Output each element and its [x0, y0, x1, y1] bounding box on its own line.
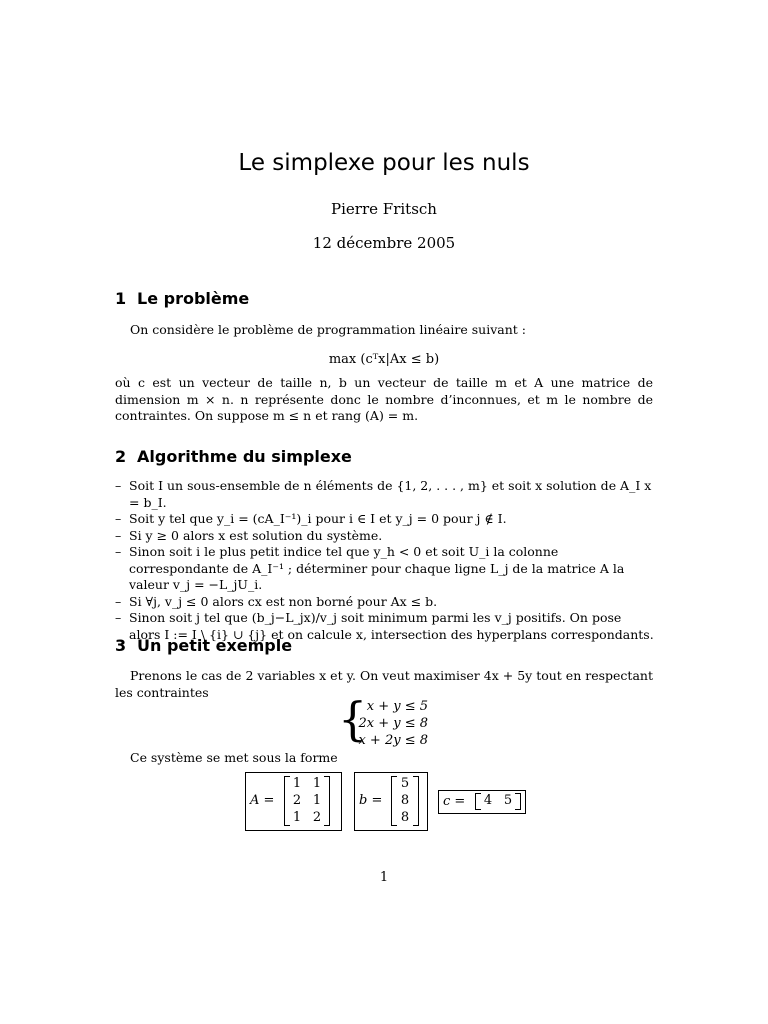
section-title: Le problème: [137, 289, 250, 308]
list-item: – Sinon soit i le plus petit indice tel que y_h < 0 et soit U_i la colonne correspondante de A_I⁻¹ ; déterminer pour chaque ligne L_j de la matrice A la valeur v_j = −L_jU_i.: [115, 544, 655, 594]
constraint: 2x + y ≤ 8: [358, 716, 428, 731]
page-number: 1: [379, 870, 389, 885]
matrix-cell: 1: [292, 776, 302, 791]
date: 12 décembre 2005: [312, 234, 456, 252]
s3-form-text: Ce système se met sous la forme: [130, 750, 338, 765]
list-item: – Si ∀j, v_j ≤ 0 alors cx est non borné pour Ax ≤ b.: [115, 594, 655, 611]
constraint: x + 2y ≤ 8: [358, 733, 428, 748]
algorithm-list: [115, 478, 655, 643]
vector-cell: 5: [503, 793, 513, 808]
vector-cell: 4: [483, 793, 493, 808]
vector-b-box: [354, 772, 428, 831]
matrix-label: A =: [250, 793, 275, 808]
vector-label: b =: [359, 793, 383, 808]
list-item: – Soit y tel que y_i = (cA_I⁻¹)_i pour i ∈ I et y_j = 0 pour j ∉ I.: [115, 511, 655, 528]
constraint: x + y ≤ 5: [366, 699, 428, 714]
list-item: – Si y ≥ 0 alors x est solution du système.: [115, 528, 655, 545]
list-item: – Soit I un sous-ensemble de n éléments de {1, 2, . . . , m} et soit x solution de A_I x = b_I.: [115, 478, 655, 511]
matrix-cell: 1: [312, 793, 322, 808]
matrix-cell: 2: [312, 810, 322, 825]
vector-cell: 8: [400, 810, 410, 825]
paper-title: Le simplexe pour les nuls: [238, 150, 530, 176]
matrix-cell: 1: [312, 776, 322, 791]
section-number: 3: [115, 636, 127, 655]
s1-text: où c est un vecteur de taille n, b un vecteur de taille m et A une matrice de dimension m × n. n représente donc le nombre d’inconnues, et m le nombre de contraintes. On suppose m ≤ n et rang (A) = m.: [115, 375, 653, 423]
section-number: 1: [115, 289, 127, 308]
vector-label: c =: [443, 794, 466, 809]
s1-formula: max (cᵀx|Ax ≤ b): [328, 352, 440, 367]
matrix-A: [284, 776, 330, 826]
section-title: Algorithme du simplexe: [137, 447, 352, 466]
matrix-A-box: [245, 772, 342, 831]
vector-cell: 8: [400, 793, 410, 808]
section-3-heading: [115, 636, 292, 655]
matrix-cell: 2: [292, 793, 302, 808]
s1-intro: On considère le problème de programmation linéaire suivant :: [130, 322, 527, 337]
section-number: 2: [115, 447, 127, 466]
section-2-heading: [115, 447, 352, 466]
brace: {: [338, 692, 368, 746]
vector-b: [391, 776, 419, 826]
list-item: – Sinon soit j tel que (b_j−L_jx)/v_j soit minimum parmi les v_j positifs. On pose alors I := I \ {i} ∪ {j} et on calcule x, intersection des hyperplans correspondants.: [115, 610, 655, 643]
vector-c: [475, 793, 521, 810]
vector-cell: 5: [400, 776, 410, 791]
matrix-cell: 1: [292, 810, 302, 825]
author: Pierre Fritsch: [331, 200, 437, 218]
vector-c-box: [438, 790, 526, 814]
s3-intro: Prenons le cas de 2 variables x et y. On veut maximiser 4x + 5y tout en respectant les contraintes: [115, 668, 653, 700]
section-1-heading: [115, 289, 249, 308]
section-title: Un petit exemple: [137, 636, 293, 655]
